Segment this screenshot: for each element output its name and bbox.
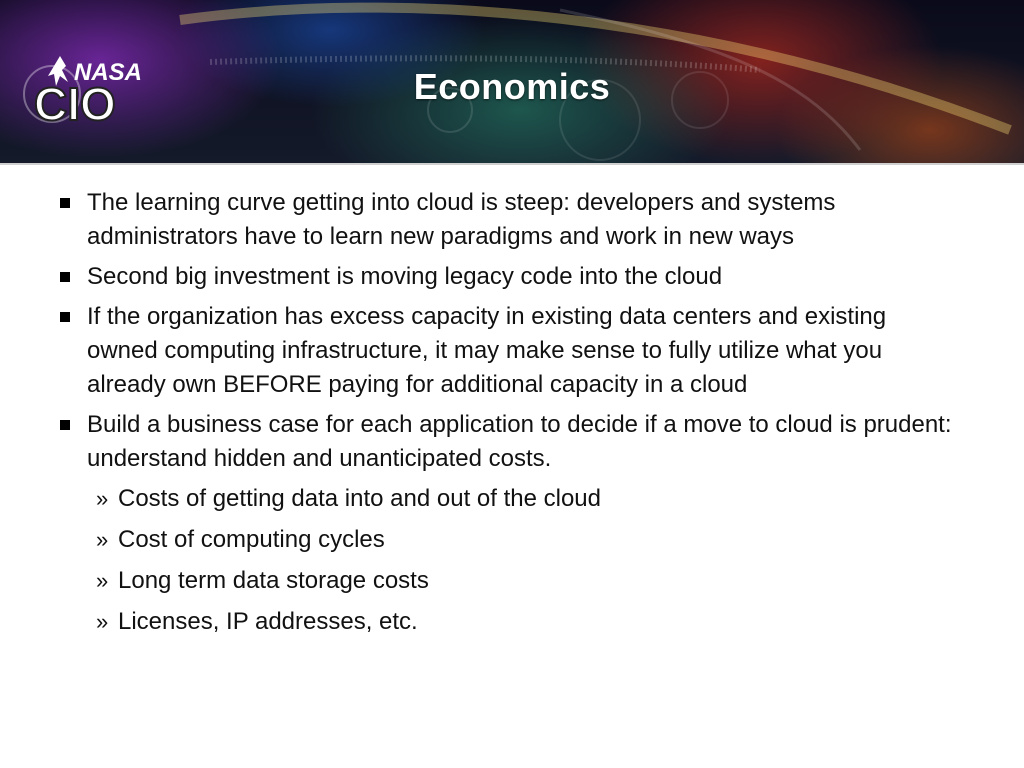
nasa-cio-logo <box>22 48 150 128</box>
title-banner <box>0 0 1024 163</box>
square-bullet-icon <box>60 312 70 322</box>
square-bullet-icon <box>60 272 70 282</box>
chevron-bullet-icon: » <box>96 609 109 634</box>
sub-bullet-item <box>60 605 960 639</box>
bullet-text: Build a business case for each application to decide if a move to cloud is prudent: understand hidden and unanticipated costs. <box>87 411 952 472</box>
bullet-text: The learning curve getting into cloud is steep: developers and systems administrators have to learn new paradigms and work in new ways <box>87 189 836 250</box>
bullet-text: If the organization has excess capacity in existing data centers and existing owned computing infrastructure, it may make sense to fully utilize what you already own BEFORE paying for additional capacity in a cloud <box>87 303 887 398</box>
chevron-bullet-icon: » <box>96 568 109 593</box>
chevron-bullet-icon: » <box>96 486 109 511</box>
bullet-item <box>60 300 960 402</box>
slide-title: Economics <box>413 66 611 107</box>
sub-bullet-text: Long term data storage costs <box>118 567 429 594</box>
sub-bullet-text: Costs of getting data into and out of the cloud <box>118 485 601 512</box>
svg-text:NASA: NASA <box>74 59 143 86</box>
slide-body <box>60 186 960 646</box>
sub-bullet-item <box>60 523 960 557</box>
bullet-item <box>60 408 960 476</box>
sub-bullet-item <box>60 564 960 598</box>
square-bullet-icon <box>60 420 70 430</box>
chevron-bullet-icon: » <box>96 527 109 552</box>
bullet-item <box>60 260 960 294</box>
sub-bullet-text: Cost of computing cycles <box>118 526 385 553</box>
bullet-text: Second big investment is moving legacy code into the cloud <box>87 263 723 290</box>
square-bullet-icon <box>60 198 70 208</box>
svg-text:CIO: CIO <box>34 78 116 128</box>
sub-bullet-item <box>60 482 960 516</box>
banner-divider <box>0 163 1024 165</box>
sub-bullet-text: Licenses, IP addresses, etc. <box>118 608 418 635</box>
bullet-item <box>60 186 960 254</box>
